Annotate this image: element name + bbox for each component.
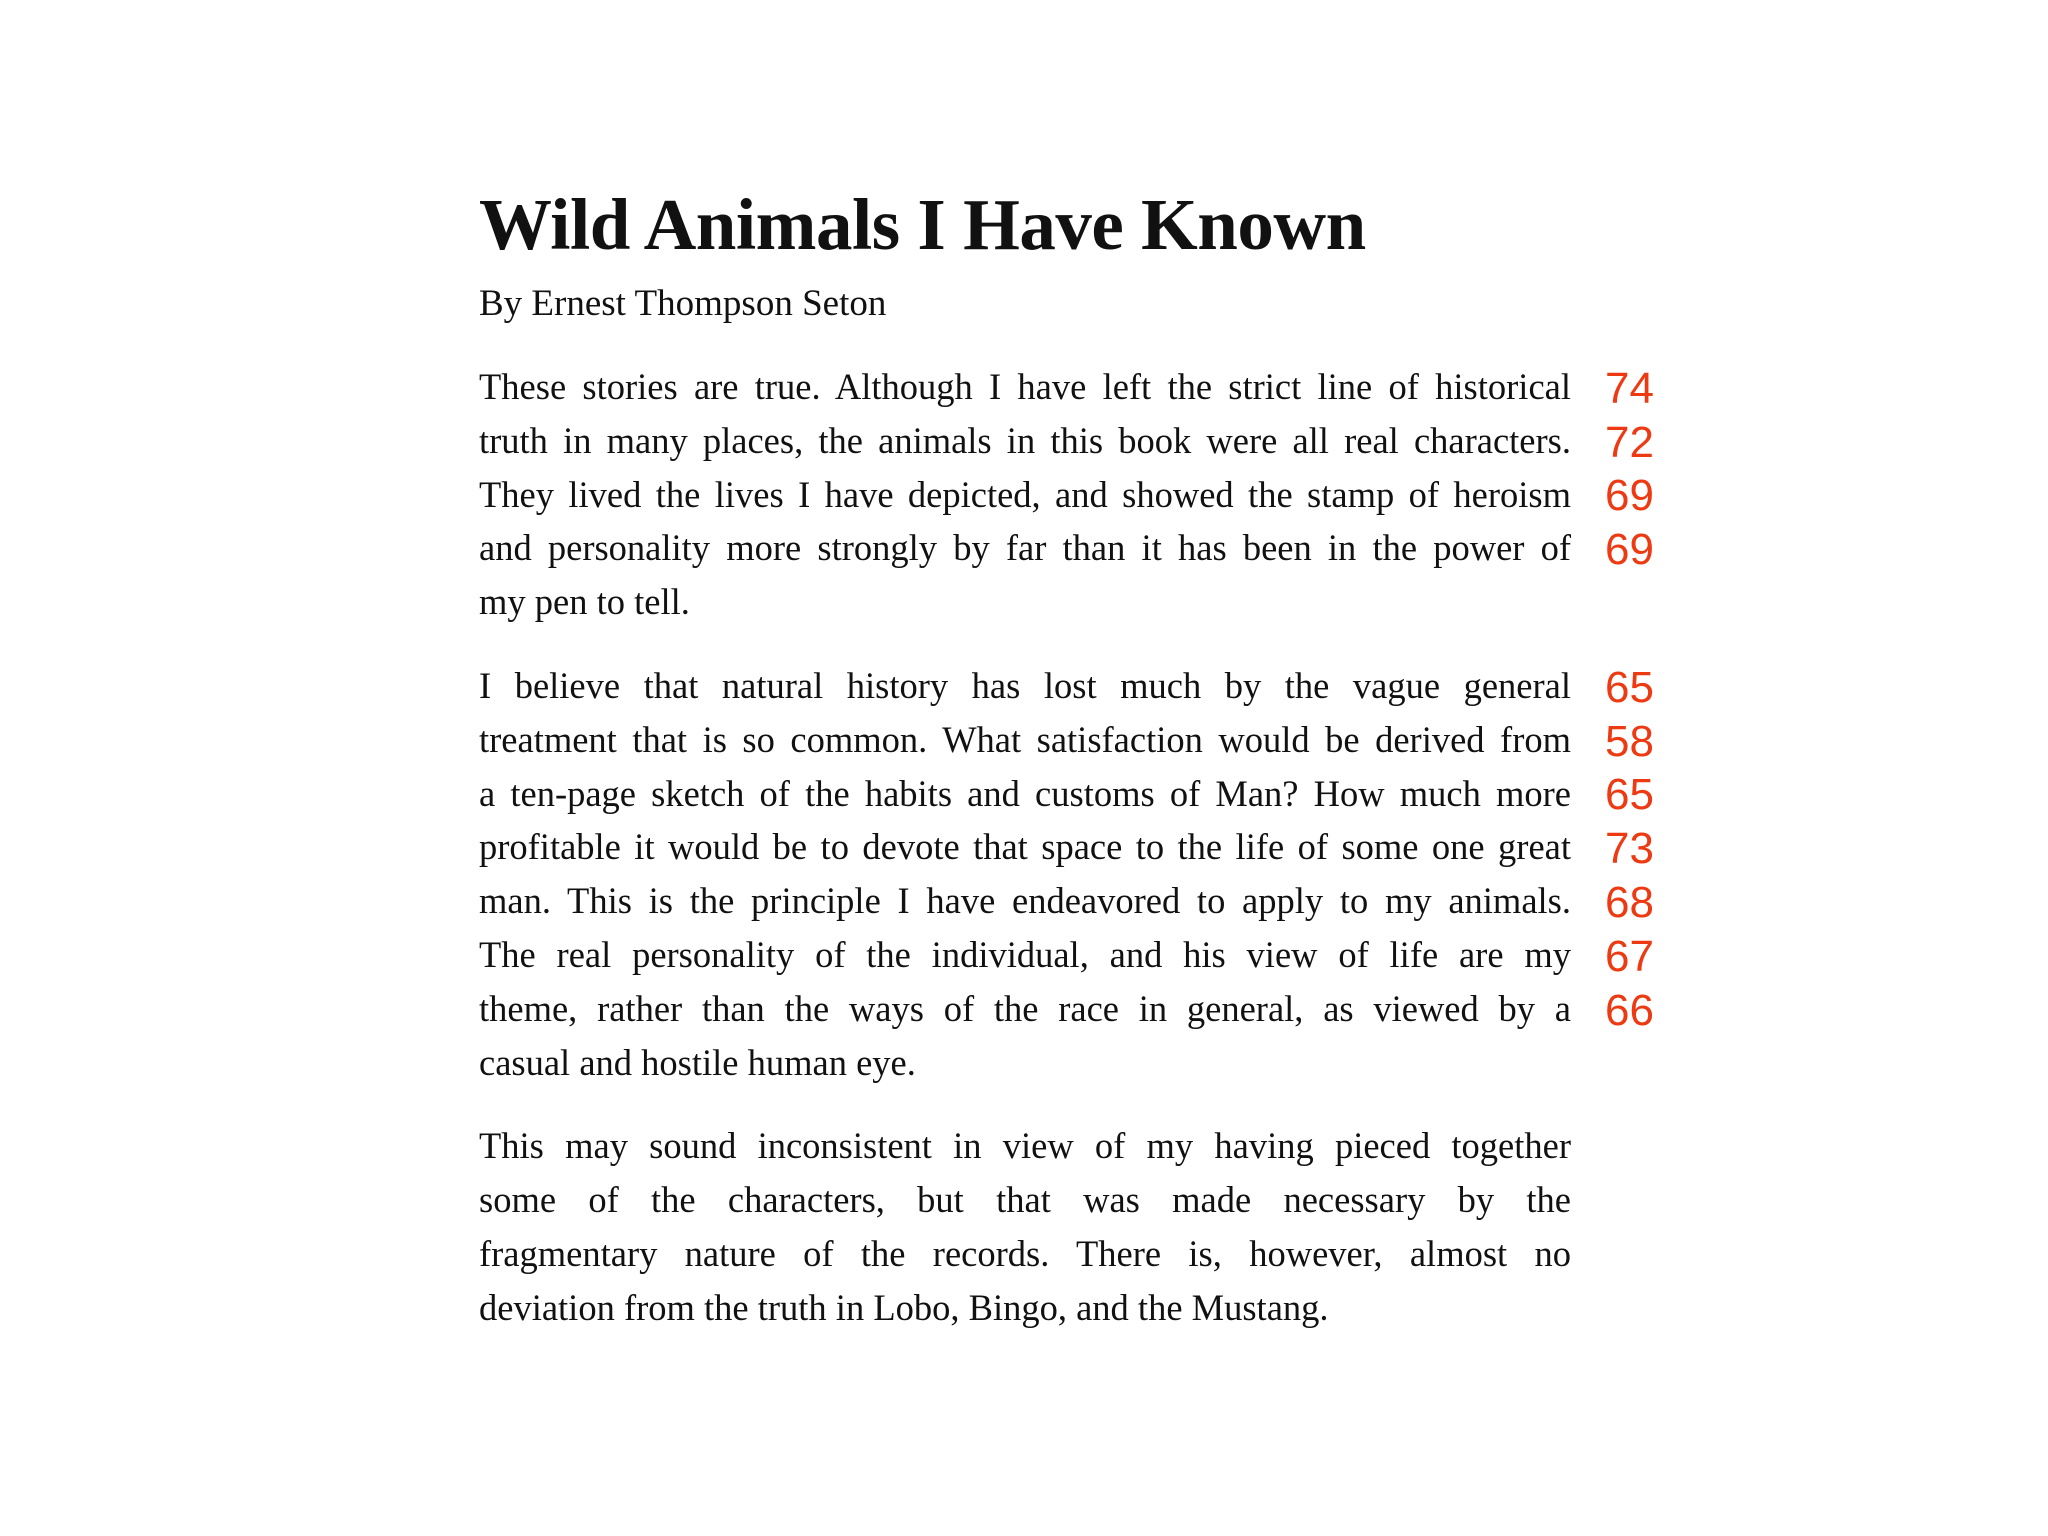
character-count: 68: [1605, 877, 1654, 927]
line-text: This may sound inconsistent in view of my having pieced together: [479, 1125, 1571, 1167]
text-line: [479, 414, 1654, 468]
character-count: 69: [1605, 471, 1654, 521]
character-count: 58: [1605, 716, 1654, 766]
line-text: my pen to tell.: [479, 581, 690, 623]
paragraph: [479, 360, 1654, 629]
line-text: a ten-page sketch of the habits and customs of Man? How much more: [479, 772, 1571, 814]
character-count: 65: [1605, 770, 1654, 820]
text-line: [479, 575, 1571, 629]
character-count: 67: [1605, 931, 1654, 981]
text-line: [479, 521, 1654, 575]
page-title: Wild Animals I Have Known: [479, 184, 1366, 265]
line-text: theme, rather than the ways of the race in general, as viewed by a: [479, 987, 1571, 1029]
paragraph: [479, 1119, 1571, 1334]
character-count: 74: [1605, 363, 1654, 413]
line-text: The real personality of the individual, and his view of life are my: [479, 933, 1571, 975]
character-count: 65: [1605, 662, 1654, 712]
text-line: [479, 1173, 1571, 1227]
character-count: 73: [1605, 824, 1654, 874]
line-text: man. This is the principle I have endeavored to apply to my animals.: [479, 880, 1571, 922]
character-count: 66: [1605, 985, 1654, 1035]
text-line: [479, 468, 1654, 522]
character-count: 72: [1605, 417, 1654, 467]
paragraph: [479, 659, 1654, 1089]
text-line: [479, 767, 1654, 821]
document-page: [479, 183, 1654, 1335]
text-line: [479, 820, 1654, 874]
line-text: deviation from the truth in Lobo, Bingo, and the Mustang.: [479, 1286, 1329, 1328]
text-line: [479, 928, 1654, 982]
line-text: casual and hostile human eye.: [479, 1041, 916, 1083]
line-text: I believe that natural history has lost much by the vague general: [479, 664, 1571, 706]
author-byline: By Ernest Thompson Seton: [479, 283, 887, 324]
text-line: [479, 1036, 1571, 1090]
line-text: fragmentary nature of the records. There is, however, almost no: [479, 1232, 1571, 1274]
line-text: some of the characters, but that was made necessary by the: [479, 1179, 1571, 1221]
line-text: These stories are true. Although I have left the strict line of historical: [479, 366, 1571, 407]
text-line: [479, 1281, 1571, 1335]
text-line: [479, 360, 1654, 414]
line-text: They lived the lives I have depicted, and showed the stamp of heroism: [479, 473, 1571, 515]
text-line: [479, 713, 1654, 767]
character-count: 69: [1605, 525, 1654, 575]
line-text: and personality more strongly by far than it has been in the power of: [479, 527, 1571, 569]
line-text: profitable it would be to devote that space to the life of some one great: [479, 826, 1571, 868]
text-line: [479, 982, 1654, 1036]
text-line: [479, 1119, 1571, 1173]
text-line: [479, 874, 1654, 928]
text-line: [479, 1227, 1571, 1281]
line-text: treatment that is so common. What satisfaction would be derived from: [479, 718, 1571, 760]
line-text: truth in many places, the animals in this book were all real characters.: [479, 419, 1571, 461]
text-line: [479, 659, 1654, 713]
